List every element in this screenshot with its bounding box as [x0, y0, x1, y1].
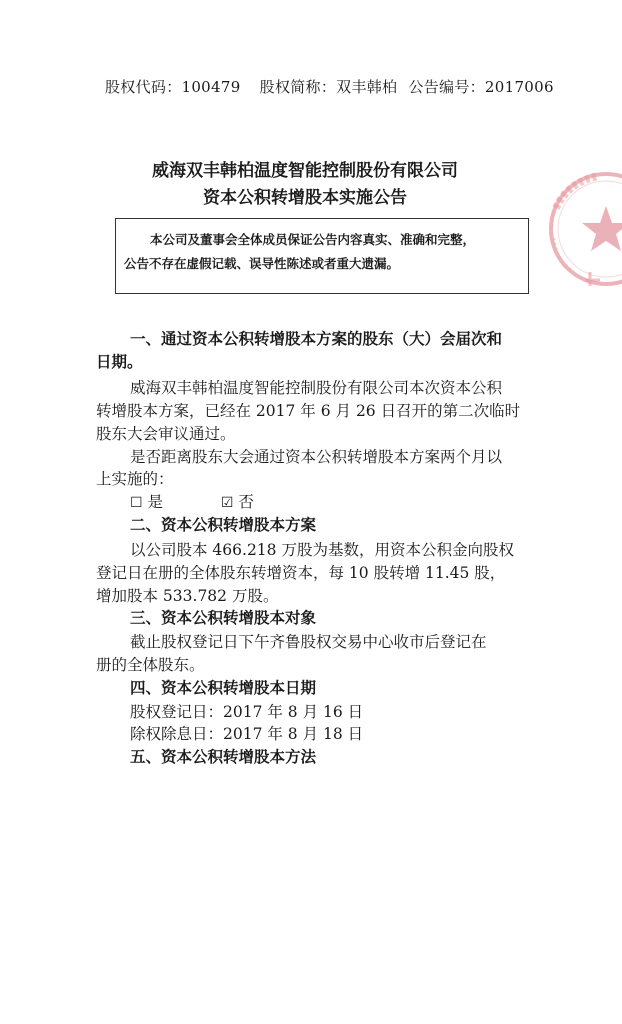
header-info [105, 76, 568, 97]
stock-code: 股权代码：100479 [105, 78, 241, 96]
section-2-line-2: 登记日在册的全体股东转增资本，每 10 股转增 11.45 股， [96, 564, 506, 582]
ex-rights-date: 除权除息日：2017 年 8 月 18 日 [130, 725, 364, 743]
section-1-para-1-line-3: 股东大会审议通过。 [96, 425, 236, 443]
implementation-options [130, 490, 254, 512]
section-1-heading: 一、通过资本公积转增股本方案的股东（大）会届次和 [130, 330, 503, 348]
seal-star-icon [582, 206, 622, 251]
section-4-heading: 四、资本公积转增股本日期 [130, 679, 317, 697]
record-date: 股权登记日：2017 年 8 月 16 日 [130, 703, 364, 721]
section-1-para-2-line-2: 上实施的： [96, 470, 174, 488]
stock-abbreviation: 股权简称：双丰韩柏 [259, 78, 398, 96]
disclaimer-box [115, 218, 529, 294]
section-1-para-2-line-1: 是否距离股东大会通过资本公积转增股本方案两个月以 [130, 448, 503, 466]
section-3-line-2: 册的全体股东。 [96, 656, 205, 674]
unchecked-box-icon: ☐ [130, 495, 143, 511]
section-2-heading: 二、资本公积转增股本方案 [130, 516, 317, 534]
section-1-para-1-line-1: 威海双丰韩柏温度智能控制股份有限公司本次资本公积 [130, 379, 503, 397]
checked-box-icon: ☑ [220, 495, 234, 511]
company-seal-stamp [538, 168, 622, 290]
section-1-heading-cont: 日期。 [96, 353, 143, 371]
option-no-label: 否 [238, 493, 254, 511]
disclaimer-line-2: 公告不存在虚假记载、误导性陈述或者重大遗漏。 [124, 256, 400, 271]
section-1-para-1-line-2: 转增股本方案，已经在 2017 年 6 月 26 日召开的第二次临时 [96, 402, 521, 420]
notice-number: 公告编号：2017006 [408, 78, 554, 96]
option-yes-label: 是 [147, 493, 164, 511]
section-3-line-1: 截止股权登记日下午齐鲁股权交易中心收市后登记在 [130, 633, 487, 651]
section-2-line-3: 增加股本 533.782 万股。 [96, 587, 279, 605]
disclaimer-line-1: 本公司及董事会全体成员保证公告内容真实、准确和完整， [150, 232, 476, 247]
section-3-heading: 三、资本公积转增股本对象 [130, 609, 317, 627]
section-5-heading: 五、资本公积转增股本方法 [130, 748, 317, 766]
company-title: 威海双丰韩柏温度智能控制股份有限公司 [152, 161, 458, 181]
section-2-line-1: 以公司股本 466.218 万股为基数，用资本公积金向股权 [130, 541, 514, 559]
announcement-title: 资本公积转增股本实施公告 [203, 188, 407, 208]
